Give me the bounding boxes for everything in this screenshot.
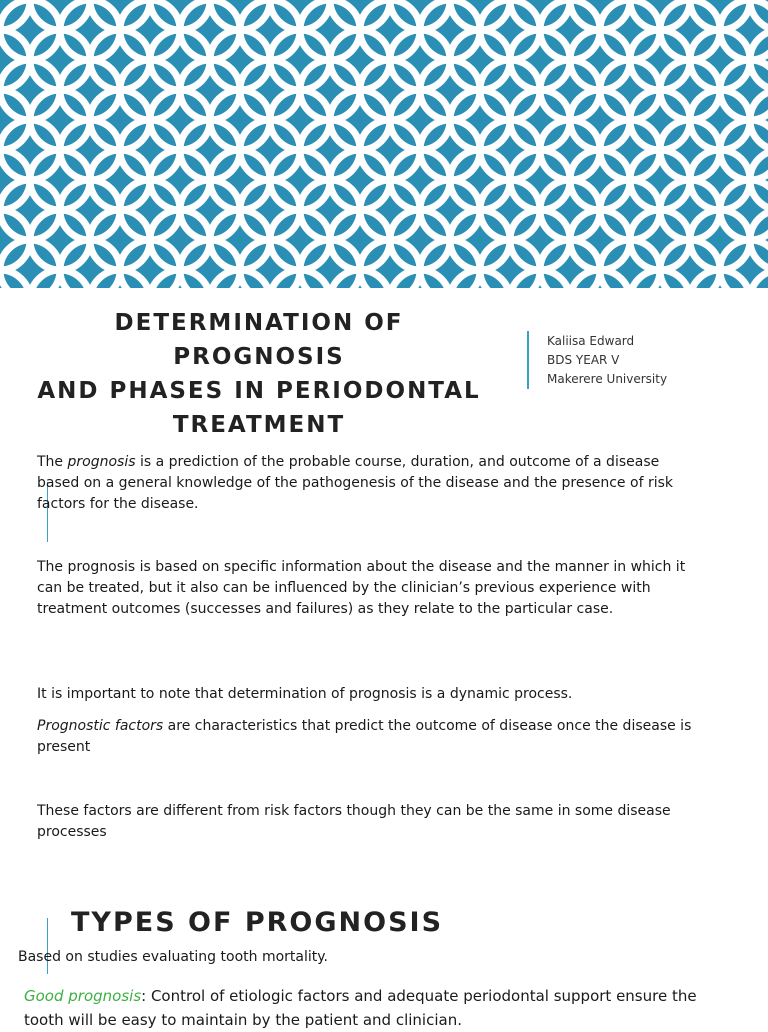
paragraph-risk-factors: These factors are different from risk factors though they can be the same in some disease processes	[37, 803, 671, 840]
banner-pattern	[0, 0, 768, 288]
decorative-banner	[0, 0, 768, 288]
p1-prefix: The	[37, 454, 68, 470]
circle-lattice-pattern	[0, 0, 768, 288]
author-year: BDS YEAR V	[547, 353, 620, 367]
title-line-3: TREATMENT	[172, 412, 346, 438]
paragraph-prognosis-definition	[37, 452, 697, 515]
title-line-1: DETERMINATION OF PROGNOSIS	[114, 310, 404, 370]
slide-title	[30, 306, 488, 442]
paragraph-prognostic-factors	[37, 716, 697, 758]
types-subtitle: Based on studies evaluating tooth mortality.	[18, 949, 328, 965]
author-divider	[527, 331, 529, 389]
author-block	[547, 332, 667, 389]
types-heading: TYPES OF PROGNOSIS	[71, 907, 444, 938]
author-name: Kaliisa Edward	[547, 334, 635, 348]
good-prognosis-text: : Control of etiologic factors and adequate periodontal support ensure the tooth will be easy to maintain by the patient and clinician.	[24, 987, 697, 1029]
types-divider	[47, 918, 48, 974]
author-university: Makerere University	[547, 372, 668, 386]
p1-rest: is a prediction of the probable course, duration, and outcome of a disease based on a general knowledge of the pathogenesis of the disease and the presence of risk factors for the disease.	[37, 454, 673, 512]
paragraph-prognosis-basis: The prognosis is based on specific information about the disease and the manner in which it can be treated, but it also can be influenced by the clinician’s previous experience with treatment outcomes (successes and failures) as they relate to the particular case.	[37, 559, 686, 617]
p4-emphasis: Prognostic factors	[37, 718, 164, 734]
good-prognosis-label: Good prognosis	[24, 987, 142, 1005]
p1-emphasis: prognosis	[67, 454, 136, 470]
title-line-2: AND PHASES IN PERIODONTAL	[37, 378, 481, 404]
good-prognosis-item	[24, 984, 736, 1032]
p4-rest: are characteristics that predict the outcome of disease once the disease is present	[37, 718, 692, 755]
paragraph-dynamic-process: It is important to note that determination of prognosis is a dynamic process.	[37, 686, 573, 702]
